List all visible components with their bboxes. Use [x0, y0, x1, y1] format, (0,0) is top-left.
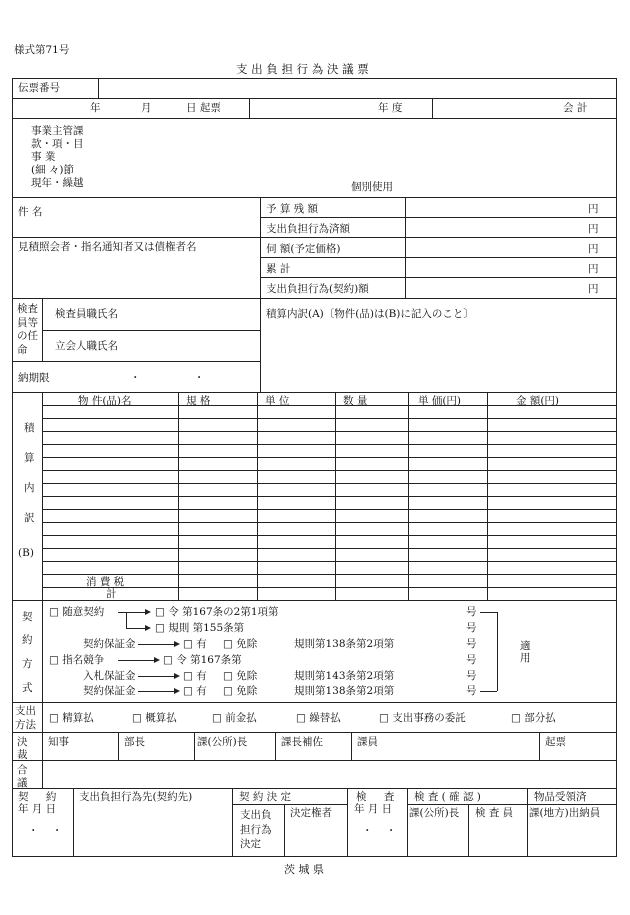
form-title: 支 出 負 担 行 為 決 議 票 [236, 62, 369, 76]
rule-138-label-2: 規則第138条第2項第 [294, 685, 395, 697]
contract-decision-label: 契 約 決 定 [239, 791, 292, 803]
table-row-line [42, 457, 617, 458]
slip-number-label: 伝票番号 [18, 82, 60, 94]
yen-unit: 円 [588, 263, 599, 275]
table-row-line [42, 574, 617, 575]
advance-payment-checkbox[interactable]: □ 前金払 [212, 712, 257, 724]
bid-deposit-label: 入札保証金 [83, 670, 136, 682]
item-number-label: 号 [466, 670, 477, 682]
consumption-tax-label: 消 費 税 [86, 576, 125, 588]
day-issued-label: 日 起票 [186, 102, 221, 114]
table-row-line [42, 496, 617, 497]
budget-label: (細 々)節 [31, 164, 75, 176]
table-row-line [42, 444, 617, 445]
delegated-payment-checkbox[interactable]: □ 支出事務の委託 [379, 712, 466, 724]
approval-label: 決裁 [17, 736, 28, 761]
yen-unit: 円 [588, 243, 599, 255]
table-row-line [42, 405, 617, 406]
ordinance-167-2-checkbox[interactable]: □ 令 第167条の2第1項第 [155, 606, 279, 618]
estimate-note: 積算内訳(A)〔物件(品)は(B)に記入のこと〕 [266, 308, 474, 320]
budget-label: 事 業 [31, 151, 56, 163]
contractor-label: 支出負担行為先(契約先) [79, 791, 193, 803]
inspection-date-dots: ・ ・ [362, 825, 397, 837]
contract-side-char: 式 [22, 682, 33, 694]
table-row-line [42, 470, 617, 471]
rule-138-label: 規則第138条第2項第 [294, 638, 395, 650]
bid-deposit-exempt-checkbox[interactable]: □ 免除 [223, 670, 258, 682]
amount-label: 累 計 [266, 263, 291, 275]
amount-label: 支出負担行為済額 [266, 223, 350, 235]
contract-deposit-label-2: 契約保証金 [83, 685, 136, 697]
table-row-line [42, 431, 617, 432]
deadline-dots: ・ ・ [130, 372, 205, 384]
inspection-confirmation-label: 検 査 ( 確 認 ) [414, 791, 481, 803]
breakdown-side-char: 積 [24, 422, 35, 434]
column-header: 数 量 [343, 395, 368, 407]
decision-authority-label: 決定権者 [290, 807, 332, 819]
table-row-line [42, 522, 617, 523]
inspector-appointment-label: 検査員等の任命 [17, 303, 38, 356]
column-header: 単 位 [265, 395, 290, 407]
column-header: 金 額(円) [516, 395, 560, 407]
account-label: 会 計 [563, 102, 588, 114]
total-label: 計 [106, 588, 117, 600]
breakdown-side-char: 内 [24, 482, 35, 494]
staff-stamp: 課員 [357, 736, 378, 748]
estimate-requester-label: 見積照会者・指名通知者又は債権者名 [18, 241, 197, 253]
item-number-label: 号 [466, 638, 477, 650]
governor-stamp: 知事 [48, 736, 69, 748]
form-number: 様式第71号 [14, 44, 70, 56]
cashier-label: 課(地方)出納員 [529, 807, 601, 819]
individual-use-label: 個別使用 [351, 181, 393, 193]
amount-label: 予 算 残 額 [266, 203, 319, 215]
settlement-payment-checkbox[interactable]: □ 精算払 [49, 712, 94, 724]
apply-label: 適 用 [520, 640, 531, 665]
yen-unit: 円 [588, 283, 599, 295]
expenditure-decision-label: 支出負担行為決定 [240, 809, 272, 851]
transfer-payment-checkbox[interactable]: □ 繰替払 [296, 712, 341, 724]
goods-received-label: 物品受領済 [534, 791, 587, 803]
payment-method-label: 支出方法 [15, 705, 36, 731]
contract-date-label: 契 約 [18, 791, 57, 803]
table-row-line [42, 587, 617, 588]
ordinance-167-checkbox[interactable]: □ 令 第167条第 [163, 654, 242, 666]
budget-label: 現年・繰越 [31, 177, 84, 189]
contract-side-char: 約 [22, 634, 33, 646]
fiscal-year-label: 年 度 [378, 102, 403, 114]
breakdown-side-char: 算 [24, 452, 35, 464]
table-row-line [42, 509, 617, 510]
partial-payment-checkbox[interactable]: □ 部分払 [511, 712, 556, 724]
deadline-label: 納期限 [18, 372, 50, 384]
amount-label: 伺 額(予定価格) [266, 243, 341, 255]
column-header: 単 価(円) [418, 395, 462, 407]
ymd-label-2: 年 月 日 [354, 803, 393, 815]
deposit2-exempt-checkbox[interactable]: □ 免除 [223, 685, 258, 697]
approximate-payment-checkbox[interactable]: □ 概算払 [132, 712, 177, 724]
column-header: 物 件(品)名 [78, 395, 132, 407]
slip-number-field[interactable] [98, 78, 617, 98]
inspection-date-label: 検 査 [356, 791, 395, 803]
assistant-chief-stamp: 課長補佐 [281, 736, 323, 748]
yen-unit: 円 [588, 203, 599, 215]
director-stamp: 部長 [124, 736, 145, 748]
column-header: 規 格 [186, 395, 211, 407]
inspector-name-label: 検査員職氏名 [55, 308, 118, 320]
negotiated-contract-checkbox[interactable]: □ 随意契約 [49, 606, 105, 618]
section-chief-label: 課(公所)長 [409, 807, 460, 819]
deposit2-yes-checkbox[interactable]: □ 有 [183, 685, 207, 697]
budget-label: 款・項・目 [31, 138, 84, 150]
deposit-exempt-checkbox[interactable]: □ 免除 [223, 638, 258, 650]
table-row-line [42, 561, 617, 562]
ymd-label: 年 月 日 [18, 803, 57, 815]
item-number-label: 号 [466, 685, 477, 697]
table-row-line [42, 418, 617, 419]
inspector-label: 検 査 員 [475, 807, 514, 819]
designated-bid-checkbox[interactable]: □ 指名競争 [49, 654, 105, 666]
consultation-label: 合議 [17, 764, 28, 789]
contract-deposit-label: 契約保証金 [83, 638, 136, 650]
contract-side-char: 方 [22, 658, 33, 670]
breakdown-side-char: (B) [18, 547, 34, 559]
contract-side-char: 契 [22, 611, 33, 623]
month-label: 月 [141, 102, 152, 114]
section-chief-stamp: 課(公所)長 [197, 736, 248, 748]
year-label: 年 [90, 102, 101, 114]
deposit-yes-checkbox[interactable]: □ 有 [183, 638, 207, 650]
bid-deposit-yes-checkbox[interactable]: □ 有 [183, 670, 207, 682]
amount-label: 支出負担行為(契約)額 [266, 283, 369, 295]
prefecture-name: 茨 城 県 [284, 863, 324, 876]
item-number-label: 号 [466, 654, 477, 666]
witness-name-label: 立会人職氏名 [55, 340, 118, 352]
contract-date-dots: ・ ・ [28, 825, 63, 837]
item-number-label: 号 [466, 622, 477, 634]
budget-label: 事業主管課 [31, 125, 84, 137]
table-row-line [42, 548, 617, 549]
breakdown-side-char: 訳 [24, 512, 35, 524]
table-row-line [42, 535, 617, 536]
rule-155-checkbox[interactable]: □ 規則 第155条第 [155, 622, 245, 634]
item-number-label: 号 [466, 606, 477, 618]
yen-unit: 円 [588, 223, 599, 235]
subject-label: 件 名 [18, 206, 43, 218]
rule-143-label: 規則第143条第2項第 [294, 670, 395, 682]
table-row-line [42, 483, 617, 484]
drafter-stamp: 起票 [545, 736, 566, 748]
